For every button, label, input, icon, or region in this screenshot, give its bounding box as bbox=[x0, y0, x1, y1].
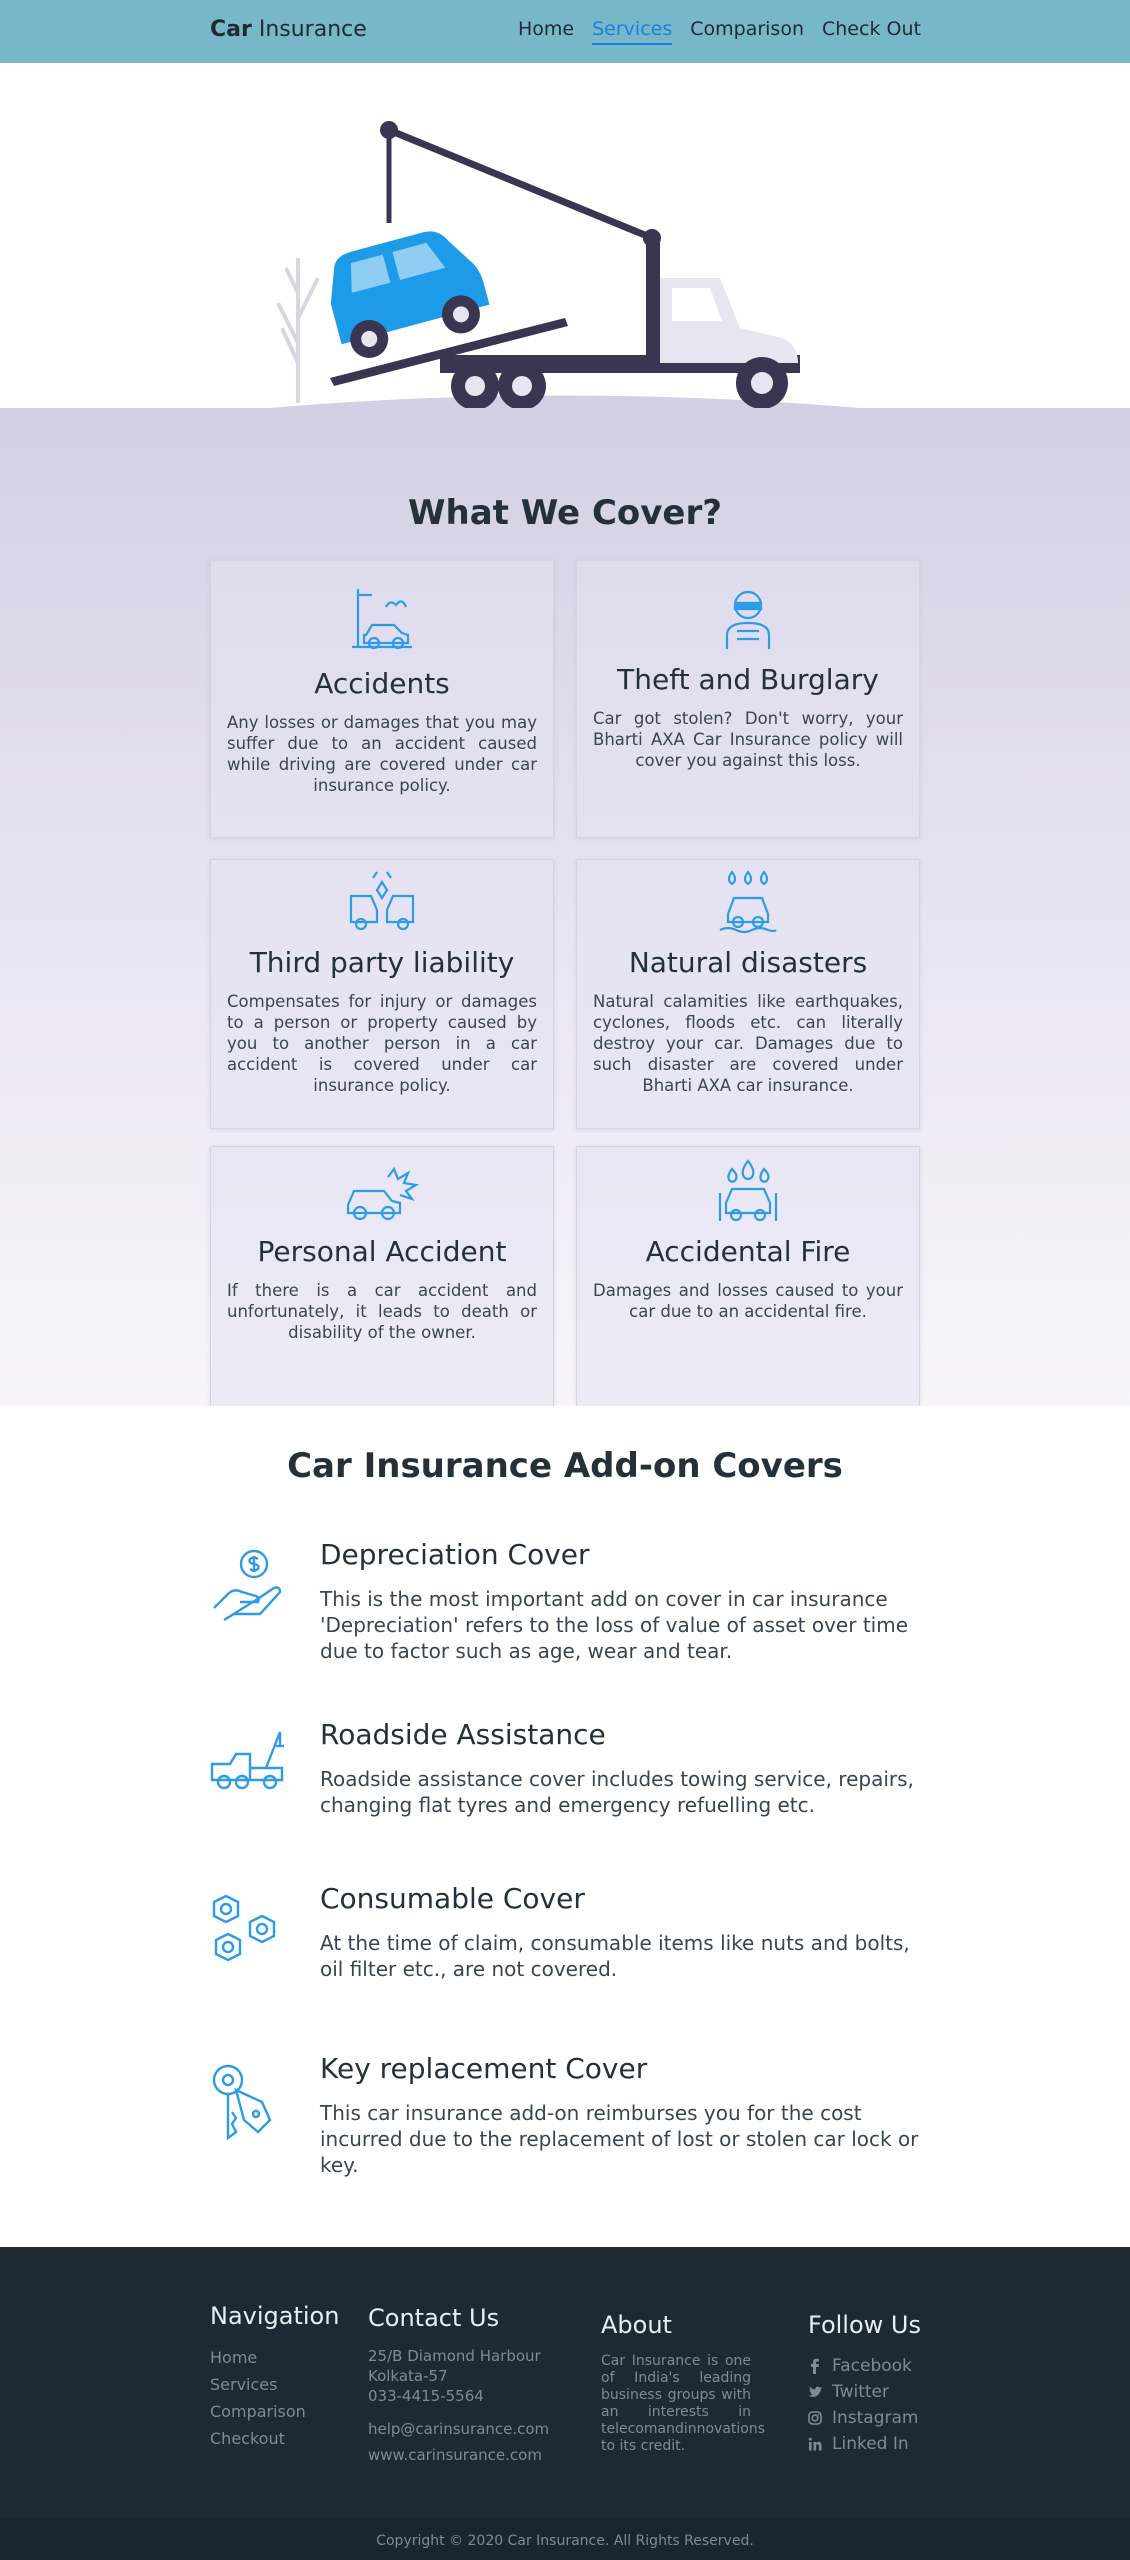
cover-card-text: If there is a car accident and unfortunately, it leads to death or disability of the owner. bbox=[227, 1281, 537, 1342]
contact-address-line1: 25/B Diamond Harbour bbox=[368, 2347, 541, 2365]
cover-card-personal bbox=[210, 1146, 554, 1408]
social-twitter-label: Twitter bbox=[832, 2382, 889, 2402]
footer-about-text: Car Insurance is one of India's leading business groups with an interests in telecomandinnovations to its credit. bbox=[601, 2353, 766, 2454]
cover-card-title: Natural disasters bbox=[628, 946, 868, 979]
addon-title: Consumable Cover bbox=[320, 1882, 585, 1915]
cover-card-title: Personal Accident bbox=[257, 1235, 507, 1268]
cover-card-title: Theft and Burglary bbox=[617, 663, 879, 696]
addon-title: Key replacement Cover bbox=[320, 2052, 648, 2085]
crash-icon bbox=[344, 1163, 420, 1223]
addon-text: This is the most important add on cover in car insurance 'Depreciation' refers to the loss of value of asset over time due to factor such as age, wear and tear. bbox=[320, 1587, 908, 1663]
brand-logo[interactable]: Car Insurance bbox=[210, 17, 367, 42]
copyright-text: Copyright © 2020 Car Insurance. All Rights Reserved. bbox=[376, 2533, 754, 2549]
cover-card-accidents bbox=[210, 560, 554, 838]
thief-icon bbox=[721, 587, 775, 651]
cover-card-text: Compensates for injury or damages to a person or property caused by you to another person in a car accident is covered under car insurance policy. bbox=[227, 992, 537, 1095]
footer-follow bbox=[808, 2311, 921, 2457]
cover-card-natural bbox=[576, 859, 920, 1129]
footer-link-services[interactable]: Services bbox=[210, 2375, 278, 2394]
footer-about bbox=[601, 2311, 766, 2455]
cover-card-third-party bbox=[210, 859, 554, 1129]
cover-card-text: Car got stolen? Don't worry, your Bharti AXA Car Insurance policy will cover you against this loss. bbox=[593, 709, 903, 770]
footer-link-checkout[interactable]: Checkout bbox=[210, 2429, 285, 2448]
addon-text: Roadside assistance cover includes towing service, repairs, changing flat tyres and emergency refuelling etc. bbox=[320, 1767, 914, 1817]
linkedin-icon bbox=[808, 2437, 822, 2451]
cover-card-title: Third party liability bbox=[249, 946, 515, 979]
addons-section bbox=[0, 1406, 1130, 2247]
covers-heading: What We Cover? bbox=[408, 493, 722, 533]
footer-link-comparison[interactable]: Comparison bbox=[210, 2402, 306, 2421]
cover-card-title: Accidental Fire bbox=[645, 1235, 851, 1268]
social-instagram-label: Instagram bbox=[832, 2408, 919, 2428]
tow-truck-illustration bbox=[0, 63, 1130, 408]
social-instagram[interactable] bbox=[808, 2405, 921, 2431]
key-icon bbox=[210, 2062, 280, 2142]
twitter-icon bbox=[808, 2385, 822, 2399]
fire-icon bbox=[716, 1157, 780, 1223]
flood-icon bbox=[718, 868, 778, 934]
cover-card-text: Any losses or damages that you may suffer due to an accident caused while driving are covered under car insurance policy. bbox=[227, 713, 537, 795]
covers-section bbox=[0, 408, 1130, 1406]
nav-checkout[interactable]: Check Out bbox=[822, 18, 921, 40]
footer-navigation bbox=[210, 2302, 339, 2452]
social-linkedin-label: Linked In bbox=[832, 2434, 909, 2454]
social-linkedin[interactable] bbox=[808, 2431, 921, 2457]
footer-follow-heading: Follow Us bbox=[808, 2311, 921, 2339]
contact-address-line2: Kolkata-57 bbox=[368, 2367, 448, 2385]
social-twitter[interactable] bbox=[808, 2379, 921, 2405]
main-nav bbox=[518, 18, 921, 45]
addon-title: Roadside Assistance bbox=[320, 1718, 606, 1751]
addon-text: At the time of claim, consumable items like nuts and bolts, oil filter etc., are not covered. bbox=[320, 1931, 910, 1981]
cover-card-text: Natural calamities like earthquakes, cyclones, floods etc. can literally destroy your car. Damages due to such disaster are covered under Bharti AXA car insurance. bbox=[593, 992, 903, 1095]
footer-nav-heading: Navigation bbox=[210, 2302, 340, 2330]
footer-about-heading: About bbox=[601, 2311, 672, 2339]
cover-card-fire bbox=[576, 1146, 920, 1408]
accident-icon bbox=[350, 585, 414, 655]
nav-services[interactable]: Services bbox=[592, 18, 672, 45]
cover-card-title: Accidents bbox=[314, 667, 450, 700]
tow-truck-icon bbox=[210, 1728, 286, 1794]
addon-text: This car insurance add-on reimburses you for the cost incurred due to the replacement of lost or stolen car lock or key. bbox=[320, 2101, 919, 2177]
top-navbar bbox=[0, 0, 1130, 63]
nav-comparison[interactable]: Comparison bbox=[690, 18, 804, 40]
social-facebook[interactable] bbox=[808, 2353, 921, 2379]
facebook-icon bbox=[808, 2358, 822, 2374]
cover-card-text: Damages and losses caused to your car due to an accidental fire. bbox=[593, 1281, 903, 1321]
footer-link-home[interactable]: Home bbox=[210, 2348, 258, 2367]
footer-contact-heading: Contact Us bbox=[368, 2304, 500, 2332]
site-footer bbox=[0, 2247, 1130, 2560]
contact-phone[interactable]: 033-4415-5564 bbox=[368, 2387, 484, 2405]
hero-illustration bbox=[0, 63, 1130, 408]
nav-home[interactable]: Home bbox=[518, 18, 575, 40]
nuts-icon bbox=[210, 1894, 280, 1964]
money-hand-icon bbox=[210, 1548, 286, 1624]
instagram-icon bbox=[808, 2411, 822, 2425]
addon-title: Depreciation Cover bbox=[320, 1538, 590, 1571]
footer-contact bbox=[368, 2304, 549, 2468]
collision-icon bbox=[347, 868, 417, 934]
addons-heading: Car Insurance Add-on Covers bbox=[287, 1446, 843, 1486]
contact-website[interactable]: www.carinsurance.com bbox=[368, 2446, 542, 2464]
contact-email[interactable]: help@carinsurance.com bbox=[368, 2420, 550, 2438]
cover-card-theft bbox=[576, 560, 920, 838]
social-facebook-label: Facebook bbox=[832, 2356, 912, 2376]
